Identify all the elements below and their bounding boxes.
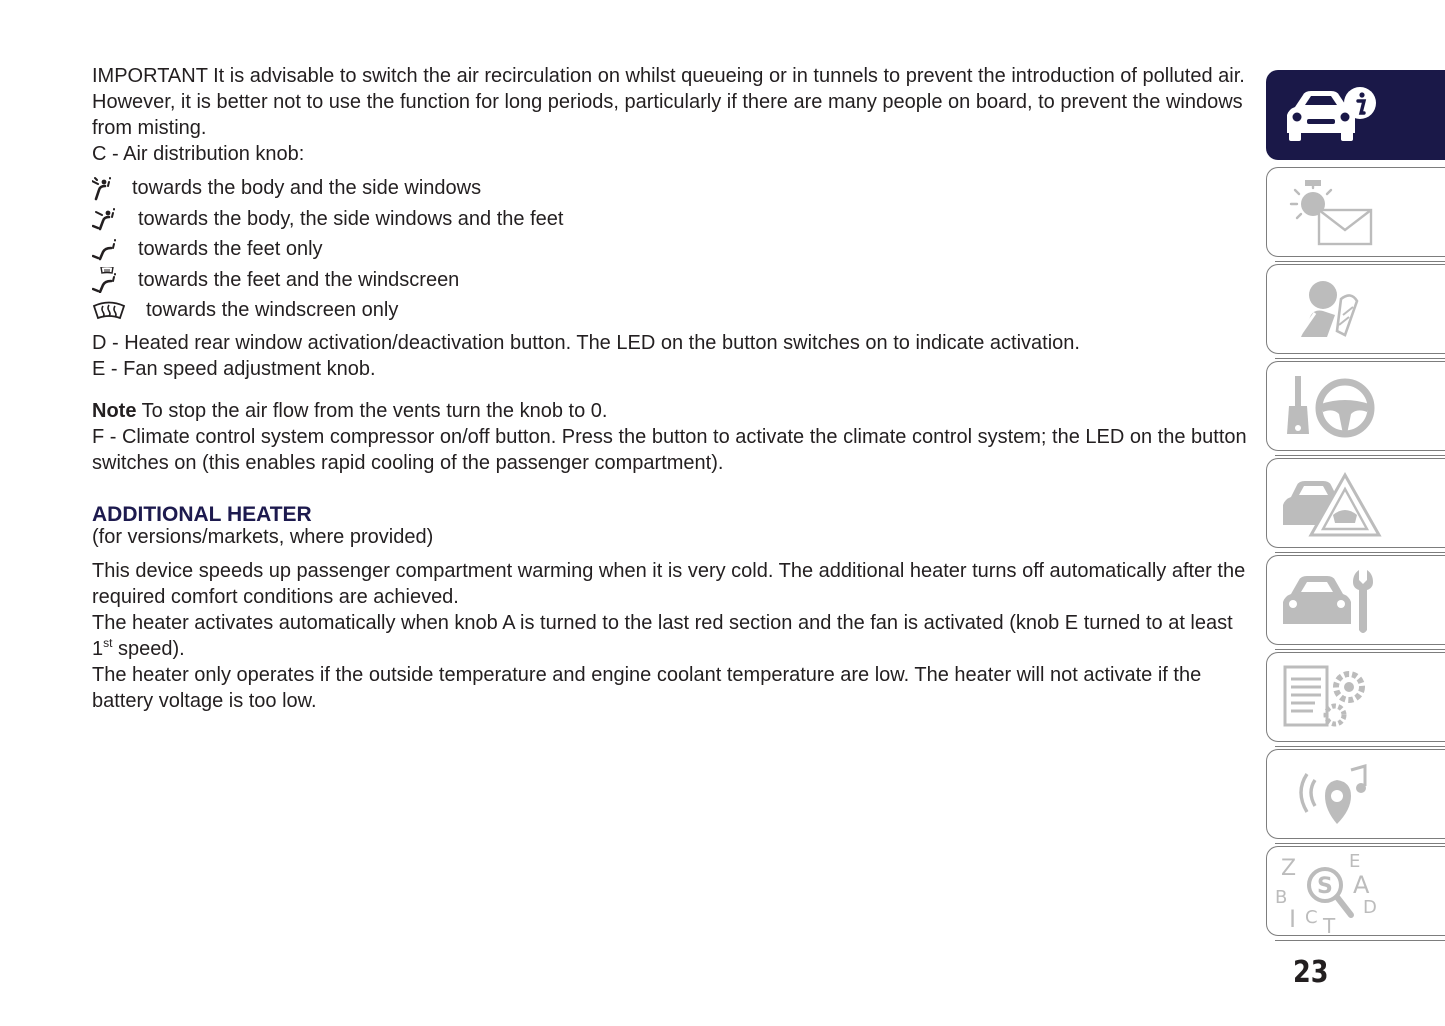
distribution-feet-windscreen (92, 265, 1247, 296)
svg-text:E: E (1349, 851, 1361, 872)
svg-text:A: A (1353, 871, 1370, 899)
tab-knowing-the-car[interactable] (1266, 70, 1445, 160)
airbag-seat-icon (1267, 265, 1445, 355)
heater-p2-end: speed). (112, 637, 185, 660)
distribution-label: towards the body, the side windows and the feet (138, 207, 564, 230)
index-search-icon (1267, 847, 1445, 937)
tab-emergency[interactable] (1266, 458, 1445, 548)
body-windows-vent-icon (92, 175, 132, 201)
page-number: 23 (1293, 955, 1329, 990)
distribution-label: towards the body and the side windows (132, 177, 482, 200)
specs-gears-icon (1267, 653, 1445, 743)
tab-safety[interactable] (1266, 264, 1445, 354)
car-wrench-icon (1267, 556, 1445, 646)
knob-e-text: E - Fan speed adjustment knob. (92, 357, 376, 380)
tab-starting-driving[interactable] (1266, 361, 1445, 451)
heater-paragraph-3: The heater only operates if the outside temperature and engine coolant temperature are low. The heater will not activate if the battery voltage is too low. (92, 663, 1202, 712)
feet-windscreen-vent-icon (92, 267, 138, 293)
note-paragraph (92, 398, 1247, 424)
svg-text:T: T (1323, 914, 1336, 937)
distribution-body-windows (92, 173, 1247, 204)
feet-vent-icon (92, 236, 138, 262)
note-label: Note (92, 399, 137, 422)
button-d-text: D - Heated rear window activation/deactivation button. The LED on the button switches on to indicate activation. (92, 331, 1080, 354)
heater-paragraph-1: This device speeds up passenger compartment warming when it is very cold. The additional heater turns off automatically after the required comfort conditions are achieved. (92, 559, 1246, 608)
svg-text:Z: Z (1281, 856, 1297, 881)
knob-c-label: C - Air distribution knob: (92, 143, 305, 165)
svg-text:I: I (1289, 905, 1297, 933)
svg-text:C: C (1305, 907, 1318, 928)
button-f-text: F - Climate control system compressor on/off button. Press the button to activate the climate control system; the LED on the button switches on (this enables rapid cooling of the passenger compartment). (92, 425, 1247, 474)
section-heading: ADDITIONAL HEATER (92, 502, 312, 526)
ordinal-suffix: st (103, 635, 113, 650)
tab-dashboard[interactable] (1266, 167, 1445, 257)
lights-message-icon (1267, 168, 1445, 258)
distribution-label: towards the windscreen only (146, 299, 399, 322)
important-paragraph: IMPORTANT It is advisable to switch the air recirculation on whilst queueing or in tunnels to prevent the introduction of polluted air. However, it is better not to use the function for long periods, particularly if there are many people on board, to prevent the windows from misting. (92, 65, 1245, 139)
key-steering-wheel-icon (1267, 362, 1445, 452)
heater-p2-text: The heater activates automatically when knob A is turned to the last red section and the fan is activated (knob E turned to at least 1 (92, 611, 1233, 660)
note-text: To stop the air flow from the vents turn the knob to 0. (136, 399, 608, 422)
heater-paragraph-2 (92, 610, 1247, 662)
tab-index[interactable] (1266, 846, 1445, 936)
tab-technical-data[interactable] (1266, 652, 1445, 742)
body-windows-feet-vent-icon (92, 206, 138, 232)
svg-text:B: B (1275, 887, 1288, 908)
tab-multimedia[interactable] (1266, 749, 1445, 839)
distribution-label: towards the feet only (138, 238, 323, 261)
windscreen-defrost-icon (92, 297, 146, 323)
tab-servicing[interactable] (1266, 555, 1445, 645)
distribution-body-windows-feet (92, 204, 1247, 235)
car-info-icon (1267, 71, 1445, 161)
car-warning-triangle-icon (1267, 459, 1445, 549)
distribution-windscreen (92, 295, 1247, 326)
distribution-label: towards the feet and the windscreen (138, 268, 460, 291)
section-subheading: (for versions/markets, where provided) (92, 525, 434, 548)
manual-text (92, 63, 1247, 714)
svg-text:S: S (1317, 874, 1333, 899)
multimedia-icon (1267, 750, 1445, 840)
svg-text:D: D (1363, 897, 1377, 918)
distribution-feet (92, 234, 1247, 265)
